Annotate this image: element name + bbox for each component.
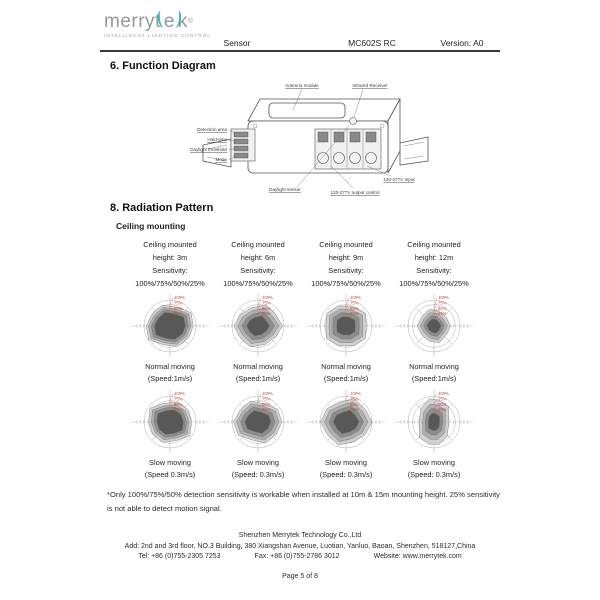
footer-website: Website: www.merrytek.com bbox=[373, 553, 462, 560]
header-doc-type: Sensor bbox=[223, 38, 251, 48]
daylight-sensor-label: Daylight sensor bbox=[269, 187, 301, 192]
input-label: 120-277V Input bbox=[383, 177, 415, 182]
radiation-plot-slow-3m bbox=[128, 387, 212, 455]
slow-moving-caption: Slow moving (Speed: 0.3m/s) bbox=[319, 458, 373, 479]
function-diagram bbox=[185, 78, 445, 198]
sensitivity-level-label: 25% bbox=[350, 311, 359, 317]
sensitivity-level-label: 50% bbox=[350, 401, 359, 407]
sensitivity-level-label: 75% bbox=[174, 300, 183, 306]
daylight-threshold-label: Daylight threshold bbox=[190, 147, 227, 152]
sensitivity-level-label: 75% bbox=[438, 396, 447, 402]
sensitivity-level-label: 75% bbox=[262, 300, 271, 306]
sensitivity-level-label: 50% bbox=[438, 401, 447, 407]
sensitivity-level-label: 50% bbox=[262, 401, 271, 407]
footer-fax: Fax: +86 (0)755-2786 3012 bbox=[254, 553, 340, 560]
sensitivity-level-label: 100% bbox=[174, 295, 185, 300]
sensitivity-level-label: 100% bbox=[350, 295, 361, 300]
radiation-column-4 bbox=[390, 238, 478, 483]
sensitivity-level-label: 50% bbox=[174, 305, 183, 311]
normal-moving-caption: Normal moving (Speed:1m/s) bbox=[409, 362, 459, 383]
antenna-label: Antenna module bbox=[285, 83, 319, 88]
column-header: Ceiling mounted height: 9m Sensitivity: 100%/75%/50%/25% bbox=[311, 240, 381, 288]
logo-tagline: INTELLIGENT LIGHTING CONTROL bbox=[104, 33, 212, 38]
radiation-plot-normal-12m bbox=[392, 291, 476, 359]
radiation-column-3 bbox=[302, 238, 390, 483]
radiation-grid bbox=[126, 238, 478, 483]
sensitivity-level-label: 75% bbox=[174, 396, 183, 402]
footer-company: Shenzhen Merrytek Technology Co.,Ltd bbox=[238, 532, 362, 539]
normal-moving-caption: Normal moving (Speed:1m/s) bbox=[145, 362, 195, 383]
radiation-plot-normal-6m bbox=[216, 291, 300, 359]
radiation-plot-normal-3m bbox=[128, 291, 212, 359]
logo-arc-right-icon bbox=[171, 9, 182, 28]
radiation-plot-normal-9m bbox=[304, 291, 388, 359]
infrared-label: Infrared Receiver bbox=[352, 83, 388, 88]
mounting-label: Ceiling mounting bbox=[116, 221, 186, 231]
sensitivity-level-label: 100% bbox=[438, 295, 449, 300]
page-footer bbox=[100, 531, 500, 582]
header-model: MC602S RC bbox=[348, 38, 396, 48]
footnote: *Only 100%/75%/50% detection sensitivity is workable when installed at 10m & 15m mounting height. 25% sensitivity is not able to detect motion signal. bbox=[107, 490, 500, 513]
logo-wordmark: merryt e k® bbox=[104, 11, 194, 32]
detection-area-label: Detection area bbox=[197, 127, 227, 132]
sensitivity-level-label: 50% bbox=[174, 401, 183, 407]
sensitivity-level-label: 100% bbox=[262, 295, 273, 300]
sensitivity-level-label: 25% bbox=[262, 407, 271, 413]
radiation-plot-slow-12m bbox=[392, 387, 476, 455]
slow-moving-caption: Slow moving (Speed: 0.3m/s) bbox=[407, 458, 461, 479]
slow-moving-caption: Slow moving (Speed: 0.3m/s) bbox=[231, 458, 285, 479]
hold-time-label: Hold-time bbox=[207, 137, 227, 142]
right-mounting-ear bbox=[400, 137, 428, 165]
normal-moving-caption: Normal moving (Speed:1m/s) bbox=[321, 362, 371, 383]
column-header: Ceiling mounted height: 3m Sensitivity: 100%/75%/50%/25% bbox=[135, 240, 205, 288]
output-control-label: 120-277V output control bbox=[330, 190, 380, 195]
mode-label: Mode bbox=[215, 157, 227, 162]
normal-moving-caption: Normal moving (Speed:1m/s) bbox=[233, 362, 283, 383]
sensitivity-level-label: 25% bbox=[438, 407, 447, 413]
sensitivity-level-label: 25% bbox=[350, 407, 359, 413]
function-diagram-title: 6. Function Diagram bbox=[110, 60, 216, 72]
logo-arc-left-icon bbox=[157, 9, 168, 28]
radiation-plot-slow-6m bbox=[216, 387, 300, 455]
sensitivity-level-label: 50% bbox=[350, 305, 359, 311]
header-rule bbox=[100, 50, 500, 52]
registered-mark: ® bbox=[187, 18, 194, 25]
left-mounting-ear bbox=[203, 139, 231, 167]
sensitivity-level-label: 75% bbox=[350, 396, 359, 402]
sensitivity-level-label: 50% bbox=[438, 305, 447, 311]
sensitivity-level-label: 75% bbox=[438, 300, 447, 306]
merrytek-logo bbox=[104, 12, 224, 38]
sensitivity-level-label: 25% bbox=[174, 407, 183, 413]
footer-contacts bbox=[100, 552, 500, 563]
sensitivity-level-label: 25% bbox=[438, 311, 447, 317]
footer-page-number: Page 5 of 8 bbox=[282, 572, 318, 580]
sensitivity-level-label: 25% bbox=[174, 311, 183, 317]
sensitivity-level-label: 75% bbox=[350, 300, 359, 306]
radiation-plot-slow-9m bbox=[304, 387, 388, 455]
header-version: Version: A0 bbox=[440, 38, 484, 48]
radiation-pattern-title: 8. Radiation Pattern bbox=[110, 202, 214, 214]
sensitivity-level-label: 100% bbox=[262, 391, 273, 396]
column-header: Ceiling mounted height: 6m Sensitivity: 100%/75%/50%/25% bbox=[223, 240, 293, 288]
sensitivity-level-label: 50% bbox=[262, 305, 271, 311]
sensitivity-level-label: 75% bbox=[262, 396, 271, 402]
sensitivity-level-label: 100% bbox=[438, 391, 449, 396]
column-header: Ceiling mounted height: 12m Sensitivity: 100%/75%/50%/25% bbox=[399, 240, 469, 288]
sensitivity-level-label: 100% bbox=[174, 391, 185, 396]
footer-tel: Tel: +86 (0)755-2305 7253 bbox=[138, 553, 221, 560]
antenna-window bbox=[269, 103, 345, 118]
radiation-column-1 bbox=[126, 238, 214, 483]
infrared-dome bbox=[350, 118, 357, 125]
slow-moving-caption: Slow moving (Speed 0.3m/s) bbox=[144, 458, 196, 479]
footer-address: Add: 2nd and 3rd floor, NO.3 Building, 380 Xiangshan Avenue, Luotian, Yanluo, Baoan, Shenzhen, 518127,China bbox=[124, 542, 476, 550]
sensitivity-level-label: 25% bbox=[262, 311, 271, 317]
sensitivity-level-label: 100% bbox=[350, 391, 361, 396]
radiation-column-2 bbox=[214, 238, 302, 483]
